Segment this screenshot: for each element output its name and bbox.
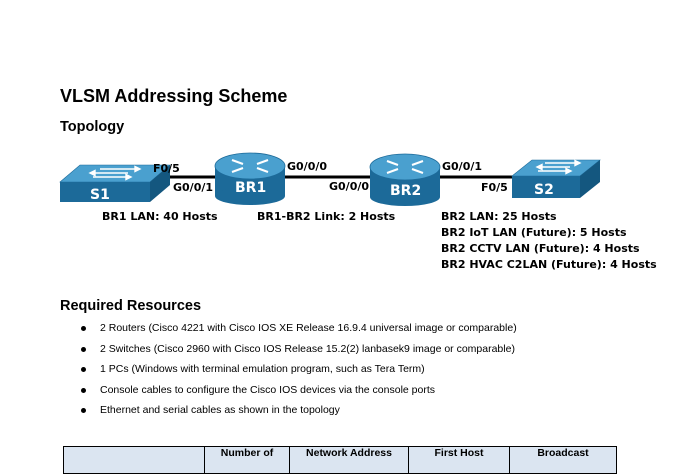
topology-heading: Topology [60, 119, 125, 135]
br2-note-line: BR2 LAN: 25 Hosts [441, 210, 557, 223]
device-label-s2: S2 [534, 182, 554, 198]
list-item: 2 Routers (Cisco 4221 with Cisco IOS XE Release 16.9.4 universal image or comparable) [78, 318, 517, 339]
list-item: Console cables to configure the Cisco IOS devices via the console ports [78, 380, 517, 401]
table-header-cell: First Host [409, 447, 510, 474]
br2-note-line: BR2 CCTV LAN (Future): 4 Hosts [441, 242, 640, 255]
port-label-br1-g001: G0/0/1 [173, 181, 214, 194]
table-header-cell: Broadcast [510, 447, 617, 474]
resources-heading: Required Resources [60, 298, 202, 314]
br2-notes [441, 209, 657, 273]
router-br1[interactable] [215, 153, 285, 205]
br1-lan-note: BR1 LAN: 40 Hosts [102, 210, 218, 223]
list-item: Ethernet and serial cables as shown in the topology [78, 400, 517, 421]
port-label-br2-g000: G0/0/0 [329, 180, 370, 193]
device-label-s1: S1 [90, 187, 110, 203]
router-br2[interactable] [370, 154, 440, 206]
device-label-br2: BR2 [390, 183, 422, 199]
page-title: VLSM Addressing Scheme [60, 86, 288, 106]
port-label-s1-f05: F0/5 [153, 162, 180, 175]
port-label-br1-g000: G0/0/0 [287, 160, 328, 173]
table-header-cell [64, 447, 205, 474]
table-header-row [64, 447, 617, 474]
port-label-br2-g001: G0/0/1 [442, 160, 483, 173]
table-header-cell: Number of [205, 447, 290, 474]
topology-diagram [0, 140, 680, 210]
resources-list [78, 318, 517, 421]
br2-note-line: BR2 HVAC C2LAN (Future): 4 Hosts [441, 258, 657, 271]
br2-note-line: BR2 IoT LAN (Future): 5 Hosts [441, 226, 627, 239]
list-item: 2 Switches (Cisco 2960 with Cisco IOS Release 15.2(2) lanbasek9 image or comparable) [78, 339, 517, 360]
table-header-cell: Network Address [290, 447, 409, 474]
addressing-table [63, 446, 617, 474]
link-note: BR1-BR2 Link: 2 Hosts [257, 210, 396, 223]
switch-s2[interactable] [512, 160, 600, 198]
port-label-s2-f05: F0/5 [481, 181, 508, 194]
list-item: 1 PCs (Windows with terminal emulation program, such as Tera Term) [78, 359, 517, 380]
device-label-br1: BR1 [235, 180, 267, 196]
